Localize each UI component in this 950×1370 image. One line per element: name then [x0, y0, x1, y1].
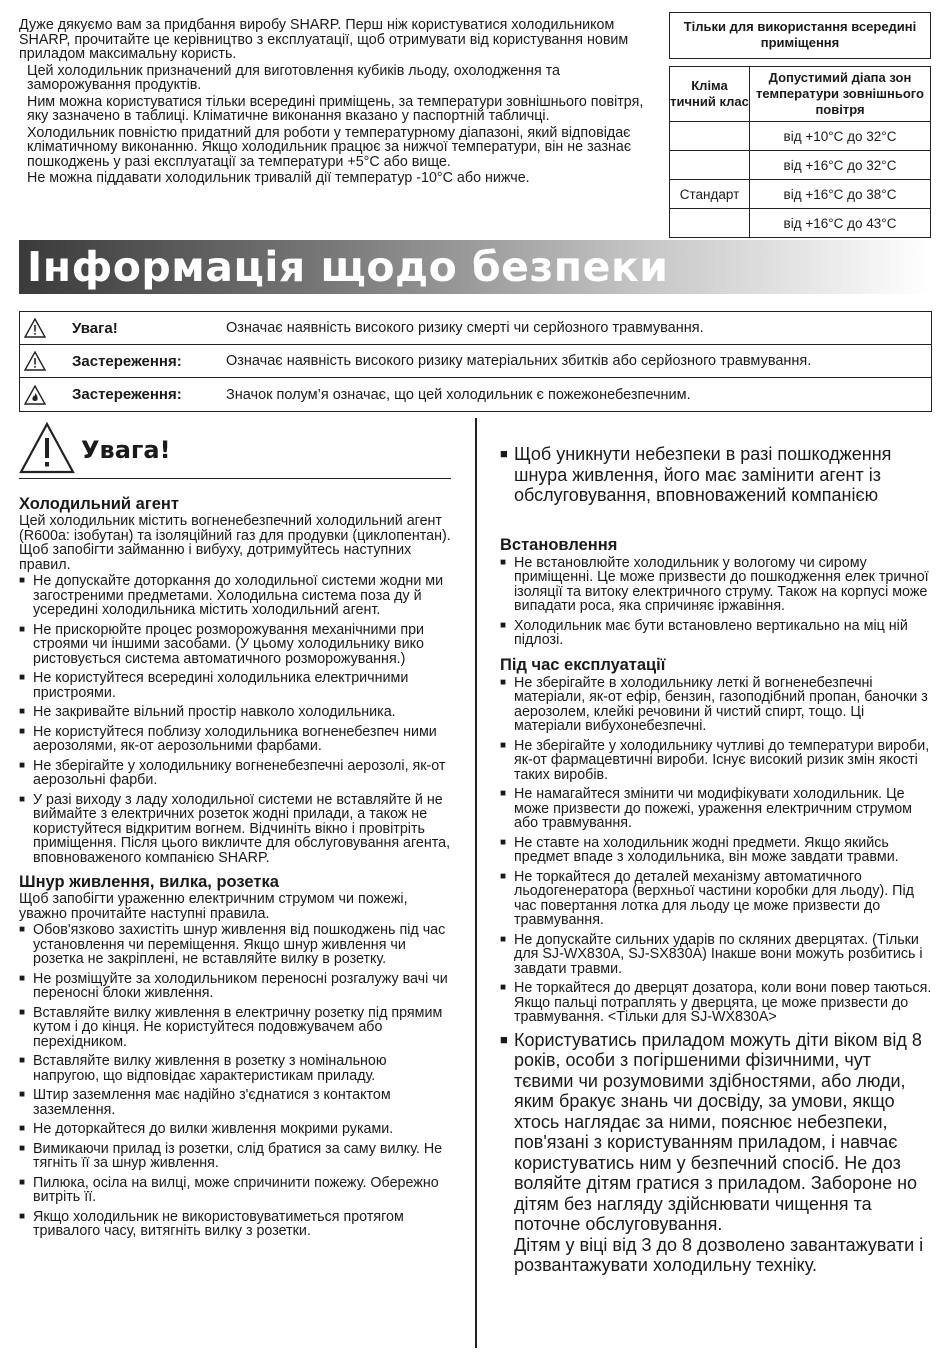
table-cell-range: від +16°C до 43°C	[750, 209, 931, 238]
legend-row	[20, 312, 931, 345]
list-item: ■ Обов'язково захистіть шнур живлення від пошкоджень під час установлення чи переміщення. Якщо шнур живлення чи розетка не закріплені, не вставляйте вилку в розетку.	[19, 923, 451, 967]
page-title: Інформація щодо безпеки	[27, 243, 669, 291]
list-item: ■ Не допускайте доторкання до холодильної системи жодни ми загостреними предметами. Холодильна система поза ду й усередині холодильника містить холодильний агент.	[19, 574, 451, 618]
bullet-list	[19, 574, 451, 865]
list-item: ■ Не встановлюйте холодильник у вологому чи сирому приміщенні. Це може призвести до пошкодження елек тричної ізоляції та витоку електричного струму. Також на корпусі може випадати роса, яка спричиняє іржавіння.	[500, 556, 932, 614]
legend-text: Означає наявність високого ризику матеріальних збитків або серйозного травмування.	[226, 353, 812, 369]
list-item: ■ Не допускайте сильних ударів по скляних дверцятах. (Тільки для SJ-WX830A, SJ-SX830A) Інакше вони можуть розбитись і завдати травми.	[500, 933, 932, 977]
legend-label: Увага!	[72, 319, 118, 337]
list-item: ■ Не торкайтеся до деталей механізму автоматичного льодогенератора (верхньої частини коробки для льоду). Під час повертання лотка для льоду це може призвести до травмування.	[500, 870, 932, 928]
list-item: ■ Не намагайтеся змінити чи модифікувати холодильник. Це може призвести до пожежі, ураження електричним струмом або травмування.	[500, 787, 932, 831]
list-item: ■ Не користуйтеся поблизу холодильника вогненебезпеч ними аерозолями, як-от аерозольними фарбами.	[19, 725, 451, 754]
bullet-list	[500, 444, 932, 506]
list-item: ■ У разі виходу з ладу холодильної системи не вставляйте й не виймайте з електричних розеток жодні прилади, а також не користуйтеся відкритим вогнем. Відчиніть вікно і провітріть приміщення. Після цього викличте для обслуговування агента, вповноваженого компанією SHARP.	[19, 793, 451, 866]
section-heading: Холодильний агент	[19, 495, 179, 513]
warning-triangle-icon	[20, 351, 50, 371]
legend-row	[20, 378, 931, 411]
intro-paragraph: Ним можна користуватися тільки всередині приміщень, за температури зовнішнього повітря, яку зазначено в таблиці. Кліматичне виконання вказано у паспортній табличці.	[27, 93, 644, 124]
list-item: ■ Не розміщуйте за холодильником переносні розгалужу вачі чи переносні блоки живлення.	[19, 972, 451, 1001]
intro-paragraph: Цей холодильник призначений для виготовлення кубиків льоду, охолодження та заморожування продуктів.	[27, 62, 560, 93]
section-text: Щоб запобігти ураженню електричним струмом чи пожежі, уважно прочитайте наступні правила.	[19, 891, 408, 922]
children-note: Дітям у віці від 3 до 8 дозволено завантажувати і розвантажувати холодильну техніку.	[514, 1234, 924, 1275]
table-cell-class: Стандарт	[670, 180, 750, 209]
table-row	[670, 180, 931, 209]
table-cell-range: від +16°C до 38°C	[750, 180, 931, 209]
intro-paragraph: Дуже дякуємо вам за придбання виробу SHARP. Перш ніж користуватися холодильником SHARP, прочитайте це керівництво з експлуатації, щоб отримувати від користування новим приладом максимальну користь.	[19, 17, 629, 62]
legend-label: Застереження:	[72, 352, 182, 370]
list-item: ■ Якщо холодильник не використовуватиметься протягом тривалого часу, витягніть вилку з розетки.	[19, 1210, 451, 1239]
symbol-legend	[19, 311, 932, 412]
list-item: ■ Не ставте на холодильник жодні предмети. Якщо якийсь предмет впаде з холодильника, він може завдати травми.	[500, 836, 932, 865]
intro-text	[19, 18, 649, 188]
column-divider	[475, 418, 477, 1348]
section-text: Цей холодильник містить вогненебезпечний холодильний агент (R600a: ізобутан) та ізоляційний газ для продувки (циклопентан).	[19, 513, 451, 544]
left-column	[19, 422, 451, 1244]
table-row	[670, 151, 931, 180]
section-heading: Під час експлуатації	[500, 655, 666, 674]
list-item: ■ Не зберігайте у холодильнику чутливі до температури вироби, як-от фармацевтичні вироби. Існує високий ризик змін якості таких виробів.	[500, 739, 932, 783]
header-climate-class: Кліма тичний клас	[670, 67, 750, 122]
list-item: ■ Штир заземлення має надійно з'єднатися з контактом заземлення.	[19, 1088, 451, 1117]
warning-triangle-icon	[19, 422, 75, 479]
right-column	[500, 422, 932, 1276]
indoor-use-note: Тільки для використання всередині приміщення	[669, 12, 931, 59]
table-cell-range: від +10°C до 32°C	[750, 122, 931, 151]
table-cell-class	[670, 122, 750, 151]
warning-title: Увага!	[81, 436, 171, 464]
list-item: ■ Не закривайте вільний простір навколо холодильника.	[19, 705, 451, 720]
section-banner	[19, 240, 932, 294]
header-temperature-range: Допустимий діапа зон температури зовнішнього повітря	[750, 67, 931, 122]
list-item: ■ Не зберігайте в холодильнику леткі й вогненебезпечні матеріали, як-от ефір, бензин, газоподібний пропан, баночки з аерозолем, клейкі речовини й чистий спирт, тощо. Ці матеріали вибухонебезпечні.	[500, 676, 932, 734]
bullet-list	[500, 556, 932, 648]
intro-paragraph: Холодильник повністю придатний для роботи у температурному діапазоні, який відповідає кліматичному виконанню. Якщо холодильник працює за нижчої температури, він не зазнає пошкоджень у разі експлуатації за температури +5°C або вище.	[27, 124, 632, 170]
table-row	[670, 122, 931, 151]
legend-text: Означає наявність високого ризику смерті чи серйозного травмування.	[226, 320, 704, 336]
intro-paragraph: Не можна піддавати холодильник тривалій дії температур -10°C або нижче.	[27, 170, 530, 186]
table-cell-class	[670, 151, 750, 180]
list-item: ■ Холодильник має бути встановлено вертикально на міц ній підлозі.	[500, 619, 932, 648]
list-item: ■ Пилюка, осіла на вилці, може спричинити пожежу. Обережно витріть її.	[19, 1176, 451, 1205]
list-item: ■ Вимикаючи прилад із розетки, слід братися за саму вилку. Не тягніть її за шнур живлення.	[19, 1142, 451, 1171]
section-text: Щоб запобігти займанню і вибуху, дотримуйтесь наступних правил.	[19, 542, 412, 573]
legend-label: Застереження:	[72, 386, 182, 403]
list-item: ■ Вставляйте вилку живлення в електричну розетку під прямим кутом і до кінця. Не користуйтеся подовжувачем або перехідником.	[19, 1006, 451, 1050]
list-item: ■ Щоб уникнути небезпеки в разі пошкодження шнура живлення, його має замінити агент із обслуговування, вповноважений компанією	[500, 444, 932, 506]
table-row	[670, 209, 931, 238]
warning-triangle-icon	[20, 318, 50, 338]
list-item: ■ Не торкайтеся до дверцят дозатора, коли вони повер таються. Якщо пальці потраплять у дверцята, це може призвести до травмування. <Тільки для SJ-WX830A>	[500, 981, 932, 1025]
flame-triangle-icon	[20, 385, 50, 405]
section-heading: Встановлення	[500, 535, 618, 554]
list-item: ■ Вставляйте вилку живлення в розетку з номінальною напругою, що відповідає характеристикам приладу.	[19, 1054, 451, 1083]
warning-heading	[19, 422, 451, 479]
list-item: ■ Користуватись приладом можуть діти віком від 8 років, особи з погіршеними фізичними, чут тєвими чи розумовими здібностями, або люди, яким бракує знань чи досвіду, за умови, якщо хтось наглядає за ними, пояснює небезпеки, пов'язані з користуванням приладом, і навчає користуватись ним у безпечний спосіб. Не доз воляйте дітям гратися з приладом. Забороне но дітям без нагляду здійснювати чищення та поточне обслуговування.	[500, 1030, 932, 1235]
table-cell-class	[670, 209, 750, 238]
list-item: ■ Не доторкайтеся до вилки живлення мокрими руками.	[19, 1122, 451, 1137]
table-cell-range: від +16°C до 32°C	[750, 151, 931, 180]
bullet-list	[19, 923, 451, 1239]
legend-text: Значок полум’я означає, що цей холодильник є пожежонебезпечним.	[226, 386, 691, 403]
list-item: ■ Не користуйтеся всередині холодильника електричними пристроями.	[19, 671, 451, 700]
bullet-list	[500, 676, 932, 1025]
list-item: ■ Не зберігайте у холодильнику вогненебезпечні аерозолі, як-от аерозольні фарби.	[19, 759, 451, 788]
section-heading: Шнур живлення, вилка, розетка	[19, 873, 279, 891]
legend-row	[20, 345, 931, 378]
climate-class-table	[669, 66, 931, 238]
list-item: ■ Не прискорюйте процес розморожування механічними при строями чи іншими засобами. (У цьому холодильнику вико ристовується система автоматичного розморожування.)	[19, 623, 451, 667]
bullet-list	[500, 1030, 932, 1235]
